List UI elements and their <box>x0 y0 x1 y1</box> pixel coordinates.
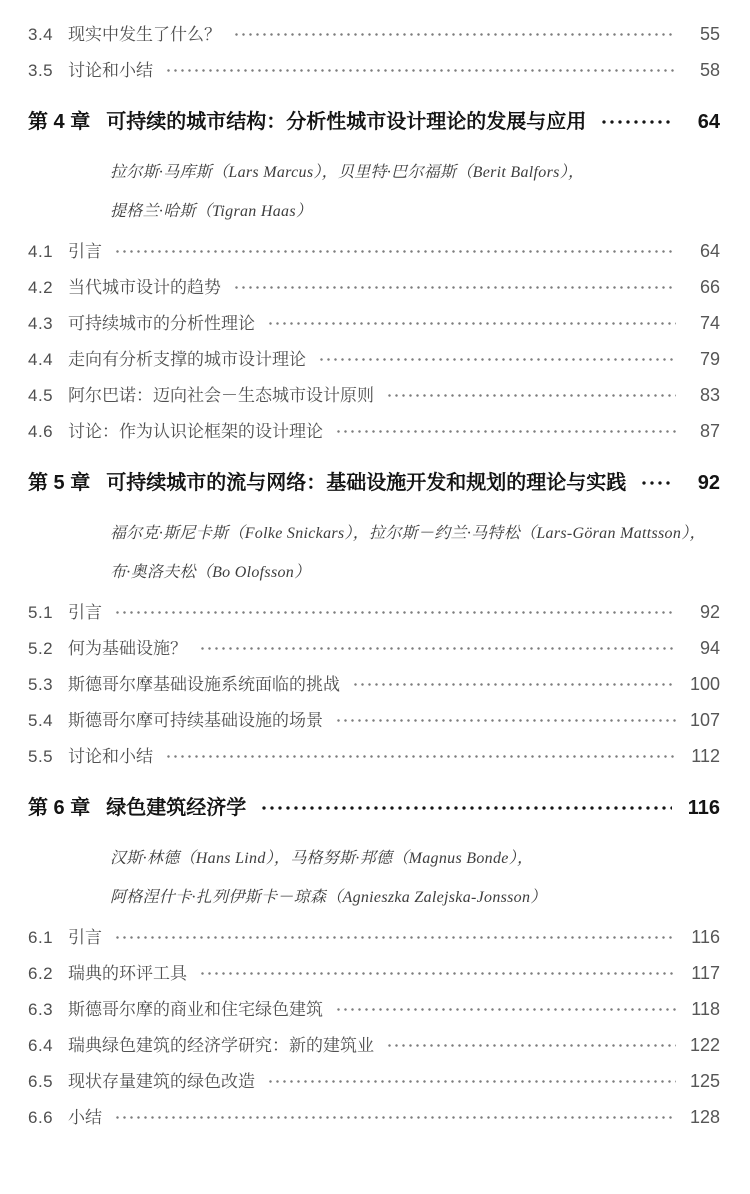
section-title: 阿尔巴诺：迈向社会－生态城市设计原则 <box>68 386 374 405</box>
section-page-number: 64 <box>699 241 720 261</box>
toc-leading-sections <box>28 22 720 83</box>
section-title: 讨论和小结 <box>68 747 153 766</box>
chapter-sections <box>28 600 720 769</box>
dot-leader <box>114 936 676 939</box>
section-number: 6.4 <box>28 1036 54 1055</box>
section-number: 6.2 <box>28 964 54 983</box>
chapter-block <box>28 468 720 769</box>
section-page-number: 94 <box>699 638 720 658</box>
chapter-label: 第 4 章 <box>28 111 91 133</box>
section-title: 现状存量建筑的绿色改造 <box>68 1072 255 1091</box>
section-title: 何为基础设施？ <box>68 639 187 658</box>
section-page-number: 55 <box>699 24 720 44</box>
dot-leader <box>114 250 676 253</box>
section-title: 现实中发生了什么？ <box>68 25 221 44</box>
dot-leader <box>386 394 676 397</box>
dot-leader <box>114 611 676 614</box>
section-page-number: 128 <box>689 1107 720 1127</box>
dot-leader <box>260 806 672 810</box>
section-number: 4.1 <box>28 242 54 261</box>
toc-section-row[interactable] <box>28 239 720 264</box>
section-page-number: 116 <box>691 927 720 947</box>
section-number: 6.5 <box>28 1072 54 1091</box>
chapter-page-number: 116 <box>687 797 720 819</box>
dot-leader <box>165 69 676 72</box>
dot-leader <box>352 683 676 686</box>
toc-section-row[interactable] <box>28 275 720 300</box>
section-number: 3.5 <box>28 61 54 80</box>
toc-section-row[interactable] <box>28 1105 720 1130</box>
chapter-authors <box>110 847 720 910</box>
chapter-heading-row[interactable] <box>28 107 720 137</box>
section-number: 4.3 <box>28 314 54 333</box>
chapter-label: 第 5 章 <box>28 472 91 494</box>
toc-section-row[interactable] <box>28 383 720 408</box>
section-title: 当代城市设计的趋势 <box>68 278 221 297</box>
dot-leader <box>386 1044 676 1047</box>
dot-leader <box>165 755 676 758</box>
toc-section-row[interactable] <box>28 58 720 83</box>
section-page-number: 112 <box>691 746 720 766</box>
section-page-number: 74 <box>699 313 720 333</box>
toc-section-row[interactable] <box>28 708 720 733</box>
chapter-authors-line: 汉斯·林德（Hans Lind），马格努斯·邦德（Magnus Bonde）， <box>110 850 534 867</box>
section-number: 6.3 <box>28 1000 54 1019</box>
dot-leader <box>335 719 676 722</box>
section-page-number: 66 <box>699 277 720 297</box>
section-page-number: 118 <box>691 999 720 1019</box>
section-page-number: 122 <box>689 1035 720 1055</box>
section-page-number: 117 <box>691 963 720 983</box>
section-number: 5.2 <box>28 639 54 658</box>
dot-leader <box>233 33 676 36</box>
chapter-block <box>28 107 720 444</box>
dot-leader <box>233 286 676 289</box>
section-title: 引言 <box>68 928 102 947</box>
toc-section-row[interactable] <box>28 961 720 986</box>
section-number: 5.1 <box>28 603 54 622</box>
section-title: 走向有分析支撑的城市设计理论 <box>68 350 306 369</box>
toc-section-row[interactable] <box>28 347 720 372</box>
section-page-number: 125 <box>689 1071 720 1091</box>
chapter-heading-row[interactable] <box>28 468 720 498</box>
chapter-block <box>28 793 720 1130</box>
dot-leader <box>335 1008 676 1011</box>
section-number: 4.4 <box>28 350 54 369</box>
section-page-number: 92 <box>699 602 720 622</box>
section-title: 斯德哥尔摩基础设施系统面临的挑战 <box>68 675 340 694</box>
section-number: 4.2 <box>28 278 54 297</box>
section-title: 斯德哥尔摩的商业和住宅绿色建筑 <box>68 1000 323 1019</box>
section-page-number: 87 <box>699 421 720 441</box>
chapter-authors-line: 布·奥洛夫松（Bo Olofsson） <box>110 564 311 581</box>
chapter-page-number: 64 <box>697 111 720 133</box>
chapter-label: 第 6 章 <box>28 797 91 819</box>
dot-leader <box>199 972 676 975</box>
toc-section-row[interactable] <box>28 311 720 336</box>
section-title: 可持续城市的分析性理论 <box>68 314 255 333</box>
toc-section-row[interactable] <box>28 600 720 625</box>
dot-leader <box>267 322 676 325</box>
toc-section-row[interactable] <box>28 22 720 47</box>
toc-section-row[interactable] <box>28 419 720 444</box>
section-title: 讨论：作为认识论框架的设计理论 <box>68 422 323 441</box>
section-title: 小结 <box>68 1108 102 1127</box>
chapter-authors <box>110 161 720 224</box>
section-number: 5.3 <box>28 675 54 694</box>
dot-leader <box>199 647 676 650</box>
section-title: 瑞典绿色建筑的经济学研究：新的建筑业 <box>68 1036 374 1055</box>
section-title: 斯德哥尔摩可持续基础设施的场景 <box>68 711 323 730</box>
section-number: 6.6 <box>28 1108 54 1127</box>
section-number: 5.4 <box>28 711 54 730</box>
section-number: 3.4 <box>28 25 54 44</box>
dot-leader <box>335 430 676 433</box>
dot-leader <box>640 481 672 485</box>
section-number: 4.5 <box>28 386 54 405</box>
chapter-sections <box>28 239 720 444</box>
chapter-authors-line: 福尔克·斯尼卡斯（Folke Snickars），拉尔斯－约兰·马特松（Lars-Göran Mattsson）， <box>110 525 706 542</box>
section-number: 5.5 <box>28 747 54 766</box>
chapter-title: 可持续城市的流与网络：基础设施开发和规划的理论与实践 <box>106 472 627 494</box>
chapter-authors-line: 提格兰·哈斯（Tigran Haas） <box>110 203 313 220</box>
chapter-heading-row[interactable] <box>28 793 720 823</box>
chapter-page-number: 92 <box>697 472 720 494</box>
section-title: 引言 <box>68 242 102 261</box>
dot-leader <box>267 1080 676 1083</box>
section-title: 讨论和小结 <box>68 61 153 80</box>
section-page-number: 83 <box>699 385 720 405</box>
chapter-authors-line: 阿格涅什卡·扎列伊斯卡－琼森（Agnieszka Zalejska-Jonsson） <box>110 889 547 906</box>
section-number: 6.1 <box>28 928 54 947</box>
chapter-authors <box>110 522 720 585</box>
toc-section-row[interactable] <box>28 672 720 697</box>
section-title: 瑞典的环评工具 <box>68 964 187 983</box>
dot-leader <box>600 120 672 124</box>
chapter-sections <box>28 925 720 1130</box>
dot-leader <box>318 358 676 361</box>
section-page-number: 100 <box>689 674 720 694</box>
toc-section-row[interactable] <box>28 997 720 1022</box>
toc-chapters <box>28 107 720 1130</box>
section-number: 4.6 <box>28 422 54 441</box>
chapter-authors-line: 拉尔斯·马库斯（Lars Marcus），贝里特·巴尔福斯（Berit Balfors）， <box>110 164 585 181</box>
toc-section-row[interactable] <box>28 925 720 950</box>
section-page-number: 79 <box>699 349 720 369</box>
chapter-title: 绿色建筑经济学 <box>106 797 247 819</box>
toc-section-row[interactable] <box>28 744 720 769</box>
dot-leader <box>114 1116 676 1119</box>
toc-section-row[interactable] <box>28 636 720 661</box>
section-title: 引言 <box>68 603 102 622</box>
section-page-number: 107 <box>689 710 720 730</box>
chapter-title: 可持续的城市结构：分析性城市设计理论的发展与应用 <box>106 111 587 133</box>
toc-section-row[interactable] <box>28 1033 720 1058</box>
section-page-number: 58 <box>699 60 720 80</box>
toc-section-row[interactable] <box>28 1069 720 1094</box>
